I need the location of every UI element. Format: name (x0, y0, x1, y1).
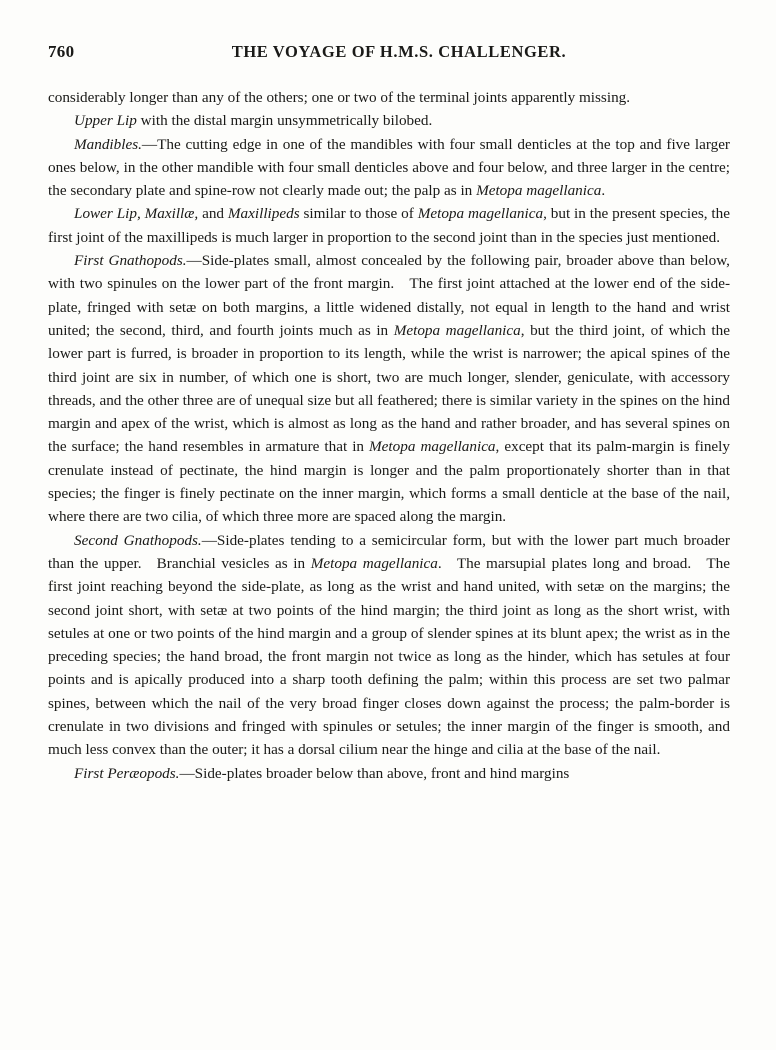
italic-run: Mandibles. (74, 135, 142, 153)
italic-run: Lower Lip, Maxillæ, (74, 205, 199, 223)
italic-run: Metopa magellanica (310, 554, 438, 572)
italic-run: Maxillipeds (227, 205, 300, 223)
text-run: and (198, 205, 228, 223)
text-run: , but in the present species, the first joint of the maxillipeds is much larger in proportion to the second joint than in the species just mentioned. (48, 205, 730, 246)
text-run: considerably longer than any of the others; one or two of the terminal joints apparently missing. (48, 89, 631, 106)
body-text (48, 86, 730, 785)
text-run: similar to those of (299, 205, 418, 223)
paragraph (48, 529, 730, 762)
italic-run: Metopa magellanica (417, 205, 544, 223)
text-run: . The marsupial plates long and broad. The first joint reaching beyond the side-plate, as long as the wrist and hand united, with setæ on the margins; the second joint short, with setæ at two points of the hind margin; the third joint as long as the short wrist, with setules at one or two points of the hind margin and a group of slender spines at its blunt apex; the wrist as in the preceding species; the hand broad, the front margin not twice as long as the hinder, which has setules at four points and is apically produced into a sharp tooth defining the palm; within this process are set two palmar spines, between which the nail of the very broad finger closes down against the process; the palm-border is crenulate in two divisions and fringed with spinules or setules; the inner margin of the finger is smooth, and much less convex than the outer; it has a dorsal cilium near the hinge and cilia at the base of the nail. (48, 554, 730, 759)
text-run: , but the third joint, of which the lower part is furred, is broader in proportion to its length, while the wrist is narrower; the apical spines of the third joint are six in number, of which one is short, two are much longer, slender, geniculate, with accessory threads, and the other three are of unequal size but all feathered; there is similar variety in the spines on the hind margin and apex of the wrist, which is almost as long as the hand and rather broader, and has several spines on the surface; the hand resembles in armature that in (48, 321, 730, 456)
italic-run: Metopa magellanica (476, 182, 602, 200)
text-run: —Side-plates small, almost concealed by the following pair, broader above than below, with two spinules on the lower part of the front margin. The first joint attached at the lower end of the side-plate, fringed with setæ on both margins, a little widened distally, not equal in length to the hand and wrist united; the second, third, and fourth joints much as in (48, 252, 730, 339)
paragraph (48, 109, 730, 132)
italic-run: First Gnathopods. (74, 252, 187, 270)
paragraph (48, 202, 730, 249)
text-run: with the distal margin unsymmetrically bilobed. (136, 112, 433, 130)
paragraph (48, 249, 730, 529)
paragraph (48, 762, 730, 785)
italic-run: Upper Lip (74, 112, 137, 130)
page-number: 760 (48, 42, 75, 61)
page-header (48, 42, 728, 66)
italic-run: Metopa magellanica (393, 321, 521, 339)
italic-run: First Peræopods. (74, 764, 180, 782)
text-run: . (601, 182, 606, 200)
text-run: , except that its palm-margin is finely crenulate instead of pectinate, the hind margin is longer and the palm proportionately shorter than in that species; the finger is finely pectinate on the inner margin, which forms a small denticle at the base of the nail, where there are two cilia, of which three more are spaced along the margin. (48, 438, 730, 526)
running-title: THE VOYAGE OF H.M.S. CHALLENGER. (231, 42, 567, 61)
text-run: —Side-plates broader below than above, front and hind margins (179, 764, 570, 782)
italic-run: Second Gnathopods. (74, 531, 202, 549)
text-run: —The cutting edge in one of the mandibles with four small denticles at the top and five larger ones below, in the other mandible with four small denticles above and four below, and three larger in the centre; the secondary plate and spine-row not clearly made out; the palp as in (48, 135, 730, 200)
paragraph (48, 86, 730, 109)
italic-run: Metopa magellanica (369, 438, 496, 456)
text-run: —Side-plates tending to a semicircular form, but with the lower part much broader than the upper. Branchial vesicles as in (48, 531, 730, 572)
paragraph (48, 133, 730, 203)
